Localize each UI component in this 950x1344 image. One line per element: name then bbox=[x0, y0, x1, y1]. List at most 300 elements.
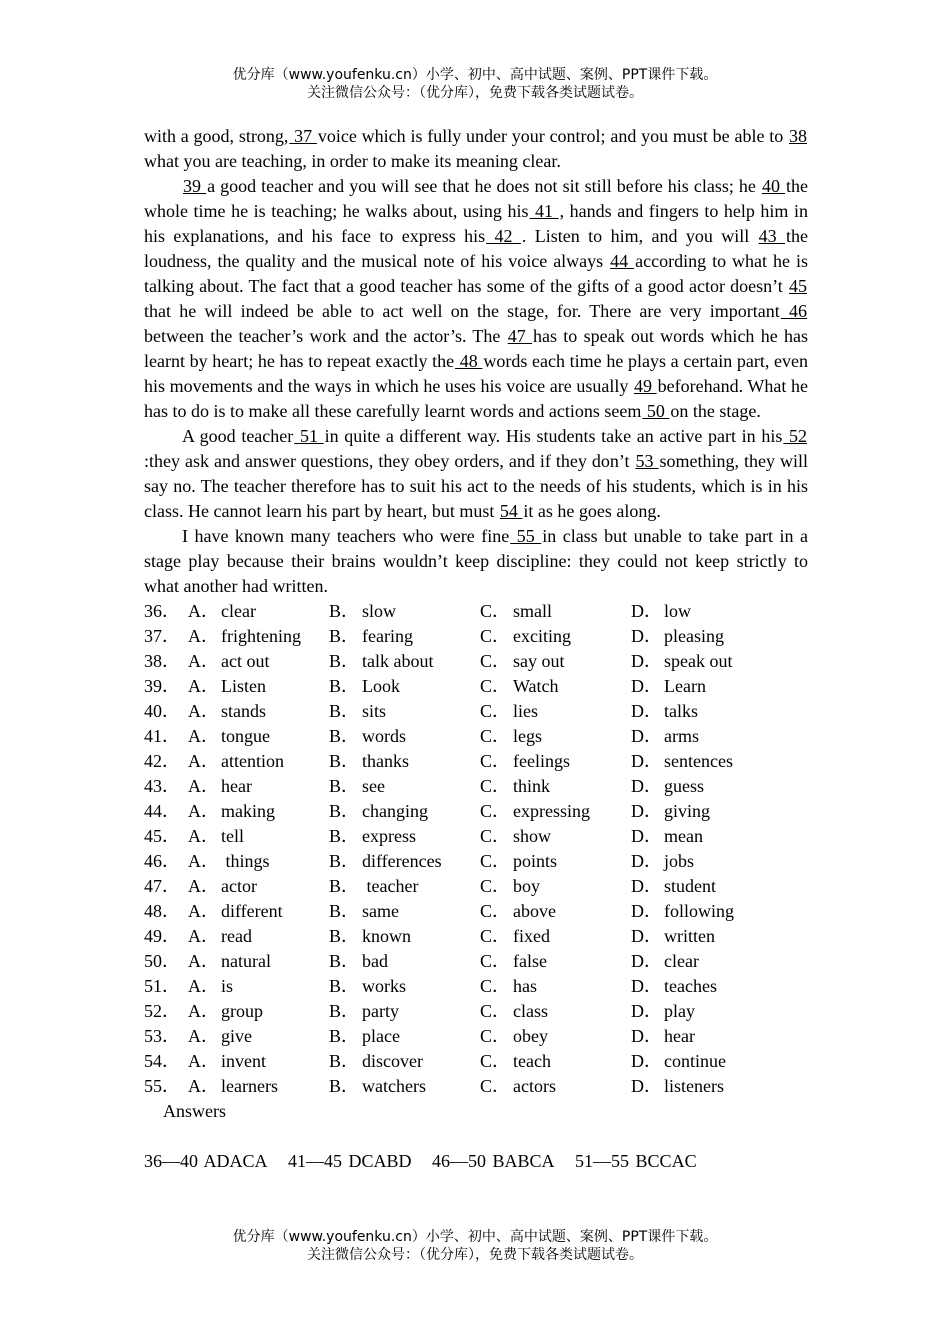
option-b bbox=[329, 624, 480, 649]
passage-text: according to what he is talking about. The fact that a good teacher has some of the gifts of a good actor doesn’t bbox=[144, 251, 808, 296]
option-b bbox=[329, 774, 480, 799]
option-c bbox=[480, 1024, 631, 1049]
question-number: 53． bbox=[144, 1026, 180, 1046]
option-label: D． bbox=[631, 676, 662, 696]
option-text: clear bbox=[221, 601, 256, 621]
question-number: 52． bbox=[144, 1001, 180, 1021]
passage-text: voice which is fully under your control; and you must be able to bbox=[317, 126, 789, 146]
option-label: B． bbox=[329, 926, 360, 946]
option-text: arms bbox=[664, 726, 699, 746]
option-b bbox=[329, 874, 480, 899]
option-c bbox=[480, 924, 631, 949]
option-d bbox=[631, 824, 801, 849]
option-text: different bbox=[221, 901, 283, 921]
question-row bbox=[144, 874, 801, 899]
option-b bbox=[329, 599, 480, 624]
option-label: C． bbox=[480, 876, 511, 896]
question-number: 55． bbox=[144, 1076, 180, 1096]
option-text: natural bbox=[221, 951, 271, 971]
blank-number: 45 bbox=[789, 276, 807, 296]
blank-number: 37 bbox=[289, 126, 317, 146]
option-d bbox=[631, 1024, 801, 1049]
question-number: 41． bbox=[144, 726, 180, 746]
option-d bbox=[631, 949, 801, 974]
option-text: stands bbox=[221, 701, 266, 721]
option-b bbox=[329, 974, 480, 999]
blank-number: 41 bbox=[529, 201, 559, 221]
question-number: 51． bbox=[144, 976, 180, 996]
option-a bbox=[188, 699, 329, 724]
option-label: A． bbox=[188, 701, 219, 721]
page-header bbox=[0, 66, 950, 102]
option-text: frightening bbox=[221, 626, 301, 646]
option-label: C． bbox=[480, 926, 511, 946]
passage-paragraph bbox=[144, 124, 808, 174]
passage-text: I have known many teachers who were fine bbox=[182, 526, 510, 546]
option-c bbox=[480, 799, 631, 824]
option-label: C． bbox=[480, 701, 511, 721]
option-c bbox=[480, 774, 631, 799]
blank-number: 47 bbox=[507, 326, 532, 346]
option-d bbox=[631, 999, 801, 1024]
option-d bbox=[631, 674, 801, 699]
option-a bbox=[188, 1049, 329, 1074]
page-footer bbox=[0, 1228, 950, 1264]
option-a bbox=[188, 924, 329, 949]
question-number: 54． bbox=[144, 1051, 180, 1071]
option-text: legs bbox=[513, 726, 542, 746]
option-c bbox=[480, 874, 631, 899]
question-number: 46． bbox=[144, 851, 180, 871]
header-line-1: 优分库（www.youfenku.cn）小学、初中、高中试题、案例、PPT课件下载。 bbox=[232, 67, 718, 83]
answer-group: 51—55 BCCAC bbox=[575, 1151, 697, 1171]
option-label: D． bbox=[631, 626, 662, 646]
option-text: expressing bbox=[513, 801, 590, 821]
blank-number: 53 bbox=[635, 451, 659, 471]
option-c bbox=[480, 699, 631, 724]
option-label: C． bbox=[480, 851, 511, 871]
option-d bbox=[631, 649, 801, 674]
option-label: D． bbox=[631, 651, 662, 671]
option-text: show bbox=[513, 826, 552, 846]
answer-group: 46—50 BABCA bbox=[432, 1151, 555, 1171]
option-text: express bbox=[362, 826, 416, 846]
option-text: things bbox=[221, 851, 270, 871]
option-text: sentences bbox=[664, 751, 733, 771]
question-row bbox=[144, 749, 801, 774]
option-a bbox=[188, 599, 329, 624]
option-text: party bbox=[362, 1001, 399, 1021]
option-text: fixed bbox=[513, 926, 550, 946]
options-table bbox=[144, 599, 801, 1099]
question-row bbox=[144, 649, 801, 674]
option-d bbox=[631, 774, 801, 799]
question-number: 40． bbox=[144, 701, 180, 721]
option-c bbox=[480, 1049, 631, 1074]
option-label: A． bbox=[188, 776, 219, 796]
option-c bbox=[480, 899, 631, 924]
option-label: A． bbox=[188, 801, 219, 821]
question-row bbox=[144, 624, 801, 649]
question-number: 36． bbox=[144, 601, 180, 621]
option-text: Listen bbox=[221, 676, 266, 696]
question-number: 42． bbox=[144, 751, 180, 771]
passage-text: words each time he plays a certain part, even his movements and the ways in which he uses his voice are usually bbox=[144, 351, 809, 396]
option-label: C． bbox=[480, 1001, 511, 1021]
option-label: C． bbox=[480, 801, 511, 821]
option-label: C． bbox=[480, 1051, 511, 1071]
option-label: D． bbox=[631, 801, 662, 821]
option-label: D． bbox=[631, 1051, 662, 1071]
option-text: talk about bbox=[362, 651, 434, 671]
option-label: D． bbox=[631, 751, 662, 771]
footer-line-1: 优分库（www.youfenku.cn）小学、初中、高中试题、案例、PPT课件下载。 bbox=[232, 1229, 718, 1245]
option-d bbox=[631, 699, 801, 724]
option-d bbox=[631, 849, 801, 874]
blank-number: 54 bbox=[499, 501, 523, 521]
option-label: D． bbox=[631, 601, 662, 621]
blank-number: 51 bbox=[294, 426, 324, 446]
answers-heading: Answers bbox=[163, 1101, 226, 1121]
option-c bbox=[480, 674, 631, 699]
option-text: place bbox=[362, 1026, 400, 1046]
question-number: 48． bbox=[144, 901, 180, 921]
option-text: sits bbox=[362, 701, 387, 721]
option-text: give bbox=[221, 1026, 252, 1046]
option-label: C． bbox=[480, 826, 511, 846]
question-row bbox=[144, 949, 801, 974]
option-label: B． bbox=[329, 751, 360, 771]
option-label: C． bbox=[480, 601, 511, 621]
option-text: small bbox=[513, 601, 552, 621]
blank-number: 42 bbox=[486, 226, 521, 246]
passage-text: a good teacher and you will see that he does not sit still before his class; he bbox=[207, 176, 761, 196]
option-text: discover bbox=[362, 1051, 423, 1071]
passage-text: the loudness, the quality and the musical note of his voice always bbox=[144, 226, 808, 271]
option-a bbox=[188, 624, 329, 649]
option-label: D． bbox=[631, 876, 662, 896]
option-text: is bbox=[221, 976, 234, 996]
option-c bbox=[480, 824, 631, 849]
option-text: has bbox=[513, 976, 537, 996]
option-label: A． bbox=[188, 851, 219, 871]
question-row bbox=[144, 674, 801, 699]
passage-text: between the teacher’s work and the actor’s. The bbox=[144, 326, 507, 346]
blank-number: 55 bbox=[510, 526, 542, 546]
option-text: false bbox=[513, 951, 547, 971]
passage-text: on the stage. bbox=[670, 401, 761, 421]
option-b bbox=[329, 799, 480, 824]
option-a bbox=[188, 674, 329, 699]
option-label: C． bbox=[480, 751, 511, 771]
passage-text: with a good, strong, bbox=[144, 126, 289, 146]
option-text: teach bbox=[513, 1051, 551, 1071]
question-number: 37． bbox=[144, 626, 180, 646]
question-number: 44． bbox=[144, 801, 180, 821]
question-number: 49． bbox=[144, 926, 180, 946]
option-c bbox=[480, 849, 631, 874]
option-label: A． bbox=[188, 826, 219, 846]
question-number: 50． bbox=[144, 951, 180, 971]
option-label: A． bbox=[188, 1076, 219, 1096]
option-text: points bbox=[513, 851, 558, 871]
blank-number: 46 bbox=[780, 301, 807, 321]
passage-paragraph bbox=[144, 524, 808, 599]
question-row bbox=[144, 999, 801, 1024]
option-text: known bbox=[362, 926, 411, 946]
option-label: D． bbox=[631, 701, 662, 721]
option-c bbox=[480, 974, 631, 999]
option-b bbox=[329, 1024, 480, 1049]
option-c bbox=[480, 624, 631, 649]
option-text: bad bbox=[362, 951, 388, 971]
option-text: following bbox=[664, 901, 734, 921]
question-row bbox=[144, 699, 801, 724]
option-label: B． bbox=[329, 726, 360, 746]
option-b bbox=[329, 899, 480, 924]
option-b bbox=[329, 949, 480, 974]
answer-group: 36—40 ADACA bbox=[144, 1151, 268, 1171]
option-label: C． bbox=[480, 1076, 511, 1096]
answer-group: 41—45 DCABD bbox=[288, 1151, 412, 1171]
blank-number: 38 bbox=[789, 126, 808, 146]
option-label: B． bbox=[329, 651, 360, 671]
option-d bbox=[631, 924, 801, 949]
passage-text: A good teacher bbox=[182, 426, 294, 446]
option-a bbox=[188, 649, 329, 674]
option-d bbox=[631, 799, 801, 824]
option-c bbox=[480, 649, 631, 674]
option-label: C． bbox=[480, 626, 511, 646]
option-b bbox=[329, 674, 480, 699]
option-b bbox=[329, 1074, 480, 1099]
passage-text: it as he goes along. bbox=[523, 501, 661, 521]
option-label: D． bbox=[631, 926, 662, 946]
blank-number: 48 bbox=[455, 351, 483, 371]
option-d bbox=[631, 974, 801, 999]
option-a bbox=[188, 724, 329, 749]
option-text: Learn bbox=[664, 676, 706, 696]
option-text: tongue bbox=[221, 726, 270, 746]
option-b bbox=[329, 749, 480, 774]
option-text: clear bbox=[664, 951, 699, 971]
option-text: slow bbox=[362, 601, 397, 621]
option-text: watchers bbox=[362, 1076, 426, 1096]
option-label: D． bbox=[631, 1076, 662, 1096]
option-label: C． bbox=[480, 951, 511, 971]
option-a bbox=[188, 774, 329, 799]
question-number: 38． bbox=[144, 651, 180, 671]
option-a bbox=[188, 849, 329, 874]
option-label: C． bbox=[480, 726, 511, 746]
question-row bbox=[144, 1049, 801, 1074]
question-row bbox=[144, 924, 801, 949]
option-label: D． bbox=[631, 851, 662, 871]
option-label: B． bbox=[329, 826, 360, 846]
option-d bbox=[631, 1049, 801, 1074]
option-text: same bbox=[362, 901, 399, 921]
blank-number: 40 bbox=[761, 176, 786, 196]
option-text: pleasing bbox=[664, 626, 724, 646]
option-label: B． bbox=[329, 1051, 360, 1071]
option-a bbox=[188, 974, 329, 999]
option-d bbox=[631, 599, 801, 624]
option-c bbox=[480, 999, 631, 1024]
passage-text: that he will indeed be able to act well on the stage, for. There are very important bbox=[144, 301, 780, 321]
option-text: teacher bbox=[362, 876, 419, 896]
option-text: play bbox=[664, 1001, 695, 1021]
option-label: A． bbox=[188, 601, 219, 621]
option-c bbox=[480, 949, 631, 974]
option-text: written bbox=[664, 926, 715, 946]
option-d bbox=[631, 899, 801, 924]
option-label: B． bbox=[329, 1026, 360, 1046]
option-label: B． bbox=[329, 676, 360, 696]
question-number: 45． bbox=[144, 826, 180, 846]
option-label: B． bbox=[329, 976, 360, 996]
option-label: B． bbox=[329, 626, 360, 646]
question-number: 43． bbox=[144, 776, 180, 796]
option-text: talks bbox=[664, 701, 698, 721]
option-a bbox=[188, 949, 329, 974]
option-text: invent bbox=[221, 1051, 266, 1071]
option-label: D． bbox=[631, 1001, 662, 1021]
option-text: learners bbox=[221, 1076, 278, 1096]
option-b bbox=[329, 924, 480, 949]
option-a bbox=[188, 824, 329, 849]
question-row bbox=[144, 1024, 801, 1049]
blank-number: 52 bbox=[783, 426, 807, 446]
option-b bbox=[329, 1049, 480, 1074]
option-a bbox=[188, 1074, 329, 1099]
option-label: A． bbox=[188, 1051, 219, 1071]
option-text: read bbox=[221, 926, 252, 946]
option-text: hear bbox=[664, 1026, 695, 1046]
option-d bbox=[631, 724, 801, 749]
option-label: C． bbox=[480, 676, 511, 696]
option-label: B． bbox=[329, 801, 360, 821]
option-label: B． bbox=[329, 876, 360, 896]
passage-text: something, they will say no. The teacher therefore has to suit his act to the needs of his students, which is in his class. He cannot learn his part by heart, but must bbox=[144, 451, 808, 521]
option-label: D． bbox=[631, 826, 662, 846]
header-line-2: 关注微信公众号：（优分库），免费下载各类试题试卷。 bbox=[307, 85, 643, 101]
option-label: B． bbox=[329, 901, 360, 921]
option-label: A． bbox=[188, 651, 219, 671]
option-c bbox=[480, 749, 631, 774]
question-row bbox=[144, 849, 801, 874]
option-label: C． bbox=[480, 901, 511, 921]
option-label: D． bbox=[631, 951, 662, 971]
option-text: exciting bbox=[513, 626, 571, 646]
option-b bbox=[329, 849, 480, 874]
option-label: A． bbox=[188, 976, 219, 996]
option-label: B． bbox=[329, 1001, 360, 1021]
option-text: hear bbox=[221, 776, 252, 796]
option-label: C． bbox=[480, 651, 511, 671]
option-label: B． bbox=[329, 776, 360, 796]
option-label: B． bbox=[329, 601, 360, 621]
option-label: A． bbox=[188, 1001, 219, 1021]
passage-text: in quite a different way. His students take an active part in his bbox=[324, 426, 783, 446]
option-d bbox=[631, 874, 801, 899]
option-text: obey bbox=[513, 1026, 548, 1046]
option-label: D． bbox=[631, 1026, 662, 1046]
answer-key bbox=[144, 1149, 808, 1174]
option-label: B． bbox=[329, 1076, 360, 1096]
option-text: act out bbox=[221, 651, 270, 671]
option-label: A． bbox=[188, 676, 219, 696]
option-text: feelings bbox=[513, 751, 570, 771]
option-label: B． bbox=[329, 701, 360, 721]
option-text: making bbox=[221, 801, 275, 821]
option-text: fearing bbox=[362, 626, 413, 646]
passage-text: . Listen to him, and you will bbox=[521, 226, 758, 246]
option-c bbox=[480, 724, 631, 749]
option-text: boy bbox=[513, 876, 540, 896]
option-d bbox=[631, 1074, 801, 1099]
option-text: words bbox=[362, 726, 406, 746]
option-a bbox=[188, 899, 329, 924]
option-label: B． bbox=[329, 851, 360, 871]
option-label: A． bbox=[188, 751, 219, 771]
passage-text: beforehand. What he has to do is to make all these carefully learnt words and actions seem bbox=[144, 376, 808, 421]
option-text: giving bbox=[664, 801, 711, 821]
option-a bbox=[188, 1024, 329, 1049]
option-text: jobs bbox=[664, 851, 695, 871]
option-text: think bbox=[513, 776, 551, 796]
option-label: D． bbox=[631, 976, 662, 996]
question-number: 47． bbox=[144, 876, 180, 896]
option-text: guess bbox=[664, 776, 704, 796]
question-row bbox=[144, 799, 801, 824]
option-label: D． bbox=[631, 776, 662, 796]
option-label: A． bbox=[188, 626, 219, 646]
option-label: C． bbox=[480, 1026, 511, 1046]
option-d bbox=[631, 624, 801, 649]
cloze-passage bbox=[144, 124, 808, 599]
option-text: differences bbox=[362, 851, 442, 871]
passage-paragraph bbox=[144, 174, 808, 424]
option-label: D． bbox=[631, 726, 662, 746]
question-row bbox=[144, 599, 801, 624]
blank-number: 50 bbox=[642, 401, 670, 421]
option-b bbox=[329, 824, 480, 849]
option-text: tell bbox=[221, 826, 244, 846]
option-text: attention bbox=[221, 751, 284, 771]
question-row bbox=[144, 724, 801, 749]
option-text: mean bbox=[664, 826, 703, 846]
option-label: A． bbox=[188, 726, 219, 746]
blank-number: 49 bbox=[634, 376, 657, 396]
option-label: A． bbox=[188, 1026, 219, 1046]
option-text: thanks bbox=[362, 751, 409, 771]
option-text: continue bbox=[664, 1051, 726, 1071]
blank-number: 43 bbox=[758, 226, 785, 246]
passage-text: the whole time he is teaching; he walks about, using his bbox=[144, 176, 809, 221]
option-b bbox=[329, 699, 480, 724]
option-a bbox=[188, 999, 329, 1024]
option-text: speak out bbox=[664, 651, 733, 671]
passage-text: :they ask and answer questions, they obey orders, and if they don’t bbox=[144, 451, 635, 471]
option-label: B． bbox=[329, 951, 360, 971]
option-text: low bbox=[664, 601, 691, 621]
question-row bbox=[144, 774, 801, 799]
option-text: works bbox=[362, 976, 406, 996]
option-label: A． bbox=[188, 951, 219, 971]
option-c bbox=[480, 1074, 631, 1099]
option-text: group bbox=[221, 1001, 263, 1021]
option-text: Look bbox=[362, 676, 400, 696]
